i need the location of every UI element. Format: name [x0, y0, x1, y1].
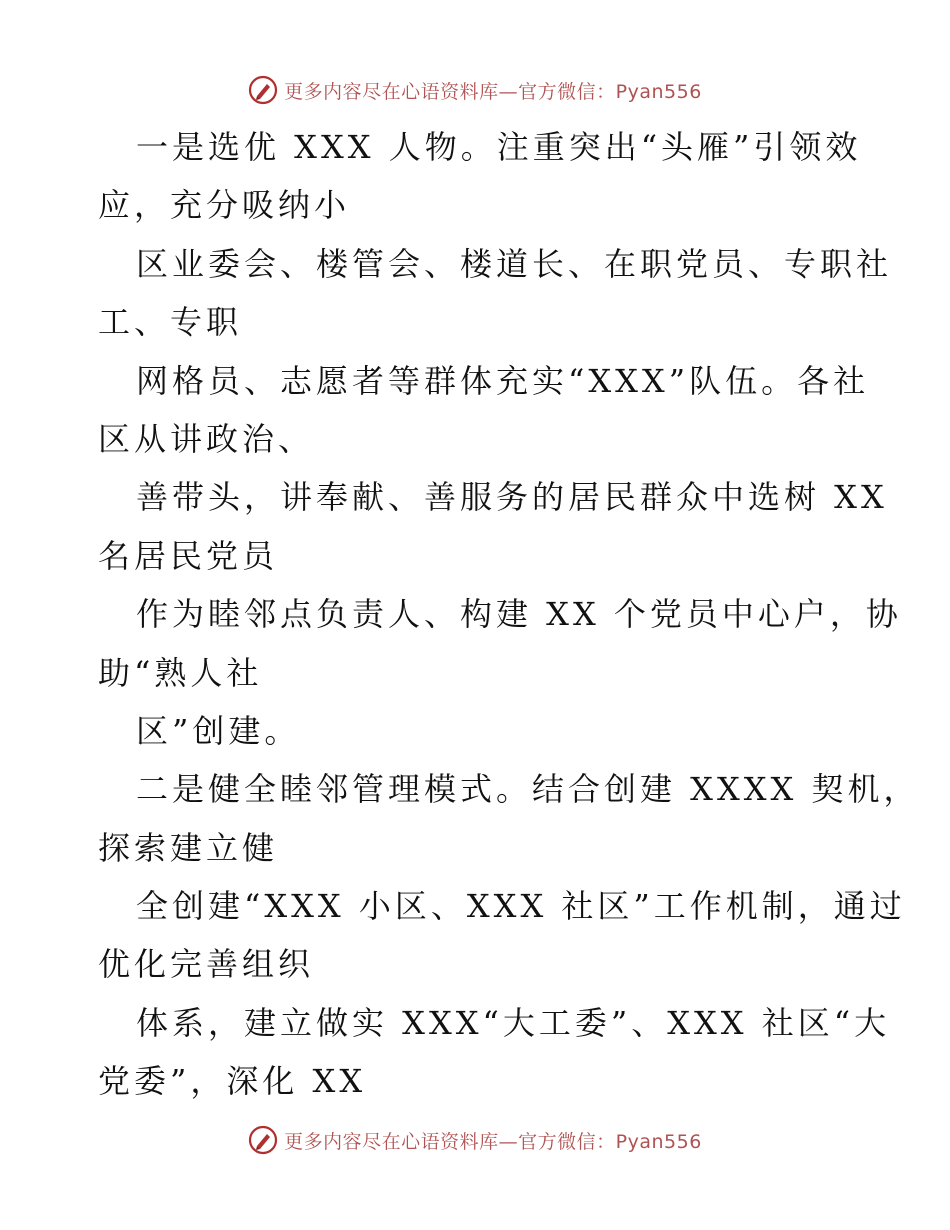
body-line: 网格员、志愿者等群体充实“XXX”队伍。各社 [136, 361, 870, 400]
body-line: 工、专职 [98, 303, 243, 342]
body-line: 一是选优 XXX 人物。注重突出“头雁”引领效 [136, 128, 862, 166]
document-body [98, 118, 920, 1111]
body-line: 全创建“XXX 小区、XXX 社区”工作机制，通过 [136, 887, 906, 926]
body-line: 优化完善组织 [98, 945, 315, 984]
body-line: 应，充分吸纳小 [98, 186, 351, 225]
body-line: 善带头，讲奉献、善服务的居民群众中选树 XX [136, 478, 888, 517]
header-brand[interactable] [248, 75, 702, 105]
footer-brand-text: 更多内容尽在心语资料库—官方微信：Pyan556 [284, 1130, 702, 1153]
body-line: 助“熟人社 [98, 653, 263, 692]
page-header [0, 70, 950, 110]
body-line: 体系，建立做实 XXX“大工委”、XXX 社区“大 [136, 1003, 891, 1042]
footer-wechat-id: Pyan556 [615, 1130, 702, 1153]
pen-logo-icon [248, 75, 278, 105]
page-footer [0, 1120, 950, 1160]
body-line: 区业委会、楼管会、楼道长、在职党员、专职社 [136, 244, 893, 283]
header-brand-text: 更多内容尽在心语资料库—官方微信：Pyan556 [284, 80, 702, 103]
pen-logo-icon [248, 1125, 278, 1155]
body-line: 区”创建。 [136, 711, 301, 750]
body-line: 名居民党员 [98, 536, 279, 575]
body-line: 区从讲政治、 [98, 419, 315, 458]
footer-brand[interactable] [248, 1125, 702, 1155]
body-line: 二是健全睦邻管理模式。结合创建 XXXX 契机， [136, 770, 920, 809]
body-line: 党委”，深化 XX [98, 1062, 367, 1101]
body-line: 作为睦邻点负责人、构建 XX 个党员中心户，协 [136, 595, 902, 634]
header-wechat-id: Pyan556 [615, 80, 702, 103]
body-line: 探索建立健 [98, 828, 279, 867]
